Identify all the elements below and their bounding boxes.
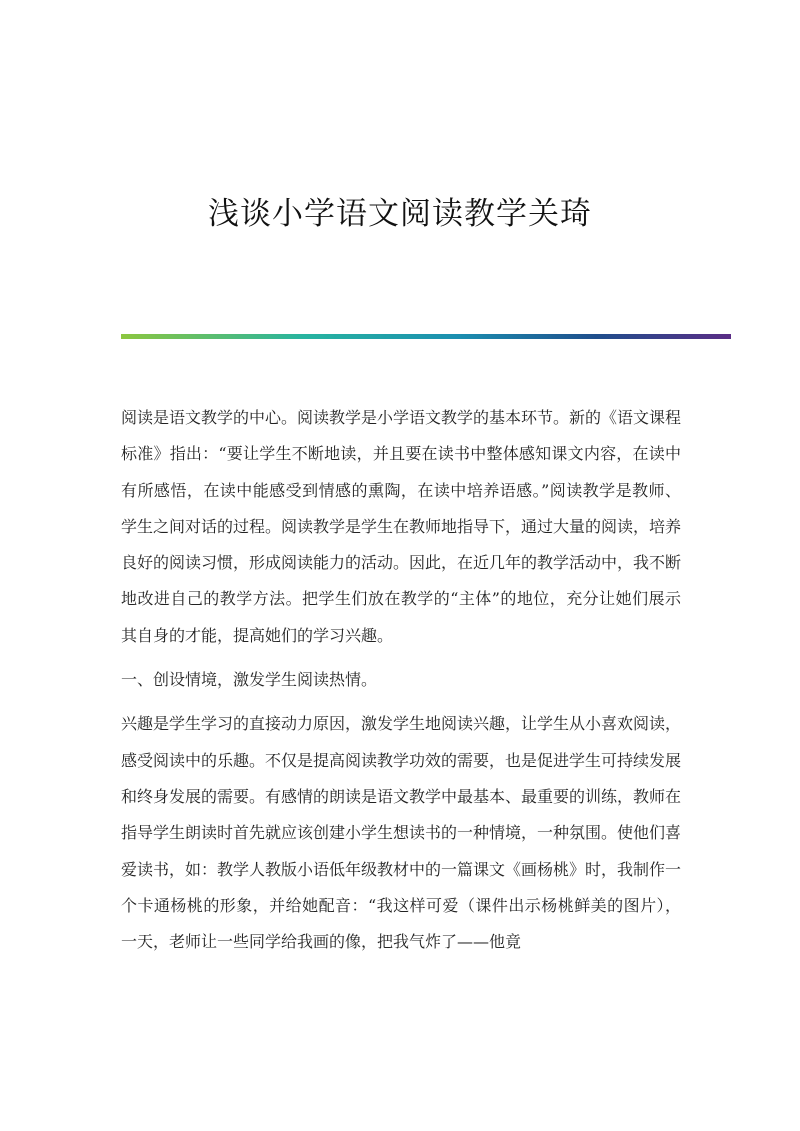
document-body (121, 400, 681, 968)
paragraph-interest: 兴趣是学生学习的直接动力原因，激发学生地阅读兴趣，让学生从小喜欢阅读，感受阅读中的乐趣。不仅是提高阅读教学功效的需要，也是促进学生可持续发展和终身发展的需要。有感情的朗读是语文教学中最基本、最重要的训练，教师在指导学生朗读时首先就应该创建小学生想读书的一种情境，一种氛围。使他们喜爱读书，如：教学人教版小语低年级教材中的一篇课文《画杨桃》时，我制作一个卡通杨桃的形象，并给她配音：“我这样可爱（课件出示杨桃鲜美的图片），一天，老师让一些同学给我画的像，把我气炸了——他竟 (121, 714, 682, 952)
title-divider (121, 334, 731, 339)
paragraph-intro: 阅读是语文教学的中心。阅读教学是小学语文教学的基本环节。新的《语文课程标准》指出：“要让学生不断地读，并且要在读书中整体感知课文内容，在读中有所感悟，在读中能感受到情感的熏陶，在读中培养语感。”阅读教学是教师、学生之间对话的过程。阅读教学是学生在教师地指导下，通过大量的阅读，培养良好的阅读习惯，形成阅读能力的活动。因此，在近几年的教学活动中，我不断地改进自己的教学方法。把学生们放在教学的“主体”的地位，充分让她们展示其自身的才能，提高她们的学习兴趣。 (121, 408, 682, 645)
document-title: 浅谈小学语文阅读教学关琦 (208, 196, 592, 232)
section-heading: 一、创设情境，激发学生阅读热情。 (121, 670, 378, 690)
